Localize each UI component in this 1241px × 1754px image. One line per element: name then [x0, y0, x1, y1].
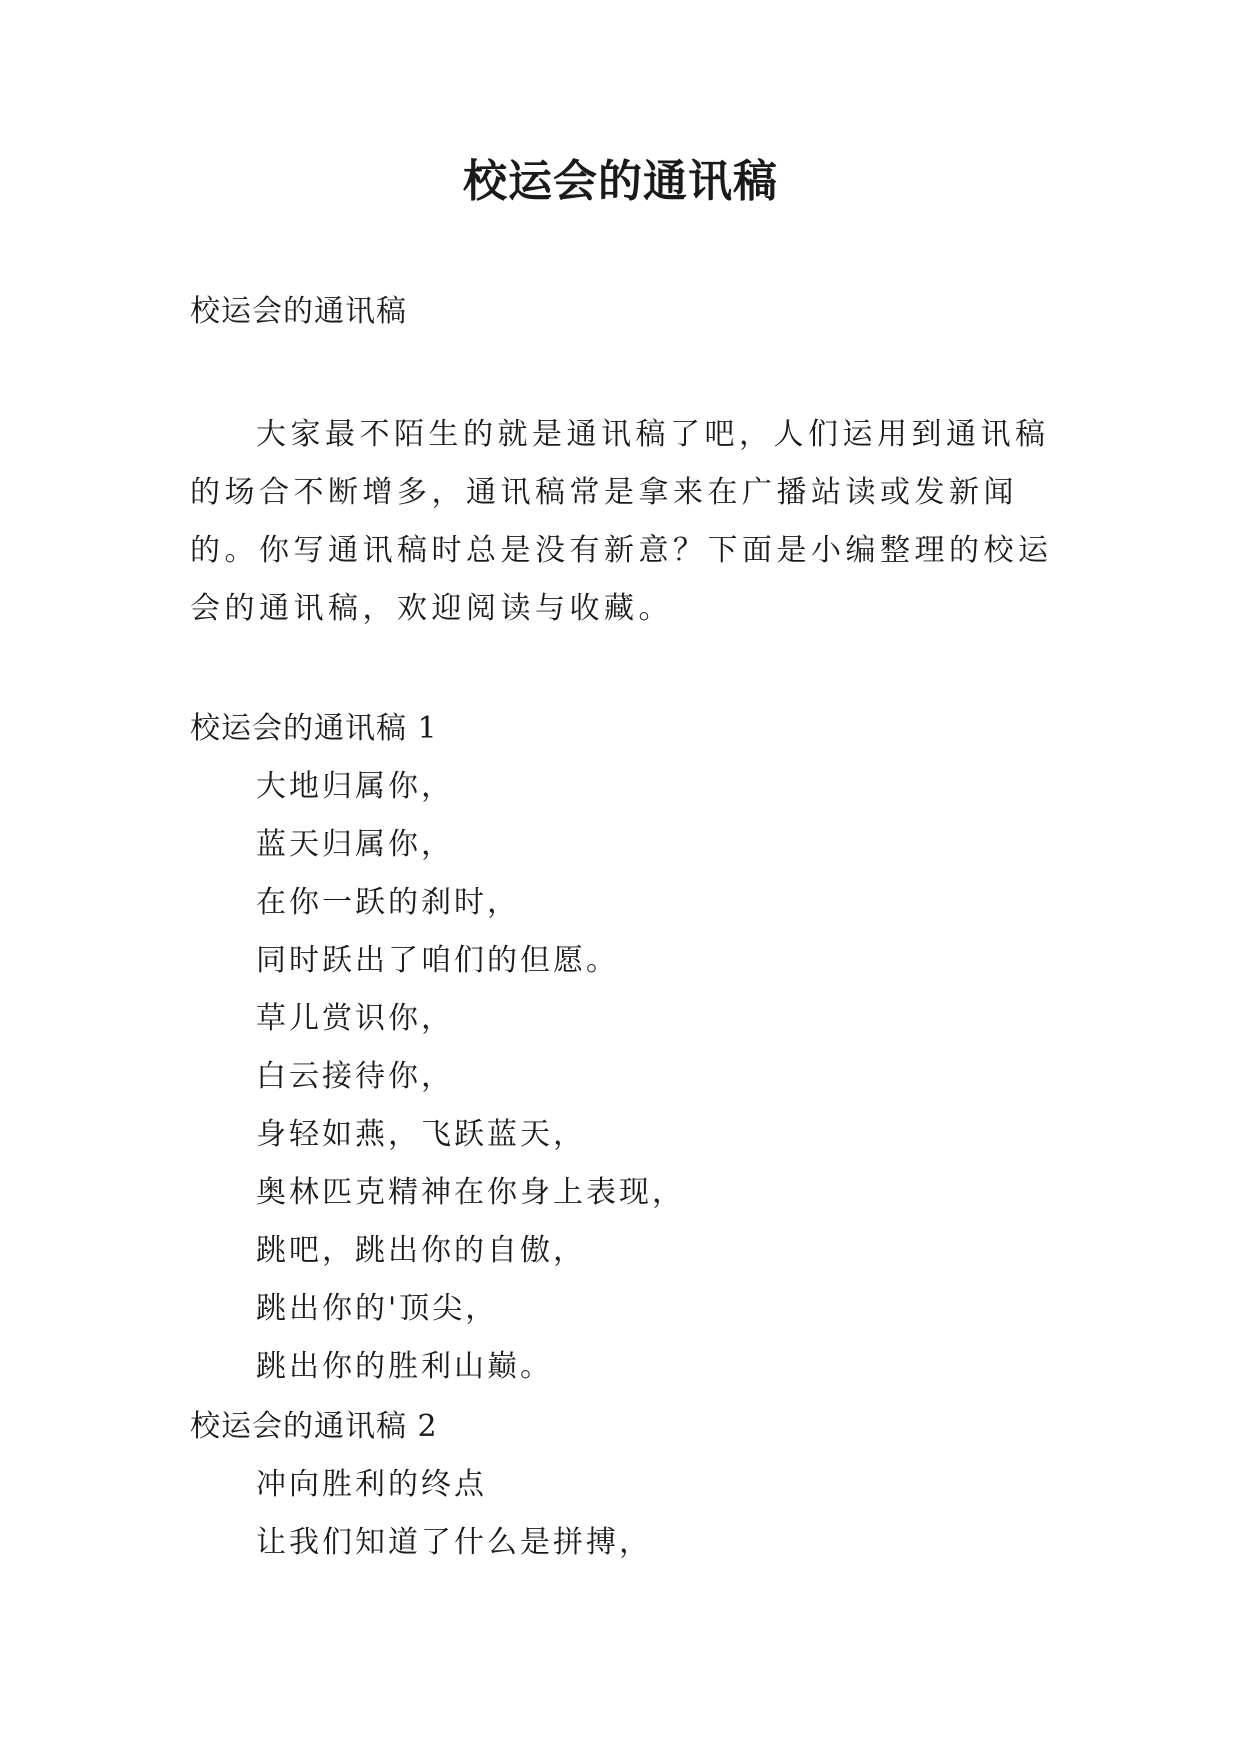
poem-line: 蓝天归属你，: [256, 827, 454, 862]
poem-line: 在你一跃的刹时，: [256, 885, 520, 920]
poem-line: 同时跃出了咱们的但愿。: [256, 943, 619, 978]
section-heading: 校运会的通讯稿 2: [190, 1409, 438, 1444]
section-1: [190, 700, 1060, 1396]
poem-line: 白云接待你，: [256, 1059, 454, 1094]
poem-line: 让我们知道了什么是拼搏，: [256, 1525, 652, 1560]
intro-paragraph: 大家最不陌生的就是通讯稿了吧，人们运用到通讯稿的场合不断增多，通讯稿常是拿来在广播站读或发新闻的。你写通讯稿时总是没有新意？下面是小编整理的校运会的通讯稿，欢迎阅读与收藏。: [190, 417, 1053, 626]
poem-line: 冲向胜利的终点: [256, 1467, 487, 1502]
poem-line: 大地归属你，: [256, 769, 454, 804]
poem-line: 跳吧，跳出你的自傲，: [256, 1233, 586, 1268]
poem-line: 跳出你的'顶尖，: [256, 1291, 499, 1326]
document-subtitle: 校运会的通讯稿: [190, 294, 407, 329]
document-title: 校运会的通讯稿: [463, 156, 778, 207]
section-heading: 校运会的通讯稿 1: [190, 711, 438, 746]
poem-line: 跳出你的胜利山巅。: [256, 1349, 553, 1384]
section-2: [190, 1398, 1060, 1572]
poem-line: 奥林匹克精神在你身上表现，: [256, 1175, 685, 1210]
poem-line: 草儿赏识你，: [256, 1001, 454, 1036]
poem-line: 身轻如燕，飞跃蓝天，: [256, 1117, 586, 1152]
